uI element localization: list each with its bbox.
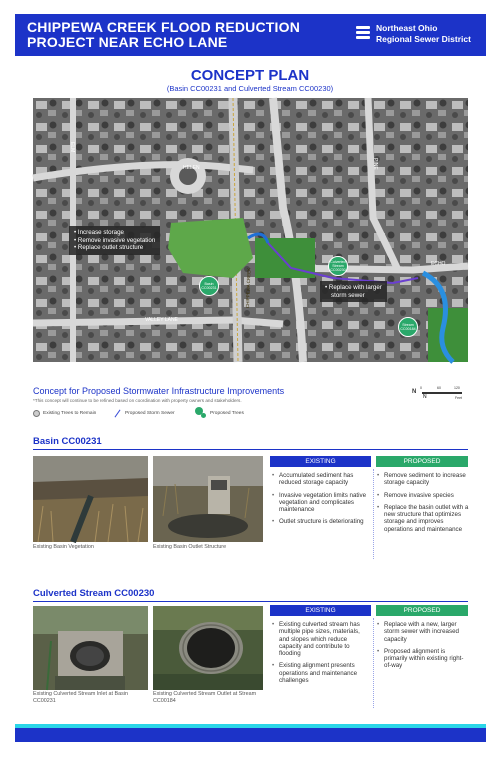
basin-photo2-caption: Existing Basin Outlet Structure <box>153 544 227 550</box>
proposed-trees-icon <box>201 413 206 418</box>
stream-photo1-caption: Existing Culverted Stream Inlet at Basin CC00231 <box>33 691 128 704</box>
storm-sewer-icon <box>115 410 121 418</box>
basin-existing-item: • Accumulated sediment has reduced storage capacity <box>272 472 371 487</box>
basin-proposed-item: • Remove invasive species <box>377 492 470 499</box>
map-caption: Concept for Proposed Stormwater Infrastructure Improvements <box>33 386 285 396</box>
basin-proposed-list <box>377 472 470 538</box>
map-note: *This concept will continue to be refined based on coordination with property owners and stakeholders. <box>33 398 242 403</box>
concept-plan-title: CONCEPT PLAN <box>190 67 310 84</box>
concept-plan-subtitle: (Basin CC00231 and Culverted Stream CC00230) <box>166 84 334 93</box>
stream-inlet-photo <box>33 606 148 690</box>
footer-bar <box>15 728 486 742</box>
basin-callout-item: • Remove invasive vegetation <box>74 236 156 244</box>
stream-marker: Stream CC00184 <box>398 317 418 337</box>
stream-photo2-caption: Existing Culverted Stream Outlet at Stream CC00184 <box>153 691 257 704</box>
title-line-2: PROJECT NEAR ECHO LANE <box>27 34 228 50</box>
org-line-1: Northeast Ohio <box>376 23 438 33</box>
stream-rule <box>33 601 468 602</box>
basin-existing-item: • Invasive vegetation limits native vegetation and complicates maintenance <box>272 492 371 514</box>
scale-label: 0 <box>420 386 422 390</box>
street-label-elm: ELM <box>69 142 75 153</box>
logo-text <box>376 23 471 45</box>
stream-existing-list <box>272 621 371 689</box>
legend-proposed-trees: Proposed Trees <box>210 411 244 416</box>
stream-proposed-item: • Replace with a new, larger storm sewer with increased capacity <box>377 621 470 643</box>
stream-proposed-item: • Proposed alignment is primarily within existing right-of-way <box>377 648 470 670</box>
basin-heading: Basin CC00231 <box>33 436 102 447</box>
culverted-stream-marker: Culverted Stream CC00230 <box>328 256 348 276</box>
neorsd-logo <box>356 23 476 49</box>
basin-outlet-image <box>153 456 263 542</box>
basin-existing-header: EXISTING <box>270 456 371 467</box>
scale-label: Feet <box>455 396 463 400</box>
basin-vegetation-image <box>33 456 148 542</box>
legend-storm-sewer: Proposed Storm Sewer <box>125 411 175 416</box>
street-label-pine: PINE <box>372 158 378 170</box>
basin-column-divider <box>373 469 374 559</box>
basin-proposed-item: • Replace the basin outlet with a new structure that optimizes storage and improves operations and maintenance <box>377 504 470 533</box>
basin-photo1-caption: Existing Basin Vegetation <box>33 544 94 550</box>
stream-column-divider <box>373 618 374 708</box>
stream-heading: Culverted Stream CC00230 <box>33 588 155 599</box>
sewer-callout-item: storm sewer <box>331 291 365 299</box>
basin-marker: Basin CC00231 <box>199 276 219 296</box>
legend-existing-trees: Existing Trees to Remain <box>43 411 97 416</box>
scale-label: 60 <box>437 386 441 390</box>
stream-proposed-header: PROPOSED <box>376 605 468 616</box>
street-label-valley-lane: VALLEY LANE <box>145 317 178 323</box>
page-title <box>27 20 300 50</box>
scale-bar <box>422 392 462 394</box>
stream-inlet-image <box>33 606 148 690</box>
street-label-helen: HELEN <box>183 165 200 171</box>
basin-existing-list <box>272 472 371 531</box>
existing-trees-icon <box>33 410 40 417</box>
basin-vegetation-photo <box>33 456 148 542</box>
basin-outlet-photo <box>153 456 263 542</box>
street-label-creek: CHIPPEWA CREEK <box>245 267 252 309</box>
basin-proposed-header: PROPOSED <box>376 456 468 467</box>
basin-callout-item: • Replace outlet structure <box>74 244 144 252</box>
basin-rule <box>33 449 468 450</box>
svg-text:N: N <box>423 394 427 400</box>
north-arrow-icon: N <box>412 389 417 395</box>
logo-waves-icon <box>356 26 370 42</box>
sewer-callout-item: • Replace with larger <box>325 284 382 291</box>
basin-callout <box>69 226 160 255</box>
scale-label: 120 <box>454 386 460 390</box>
org-line-2: Regional Sewer District <box>376 34 471 44</box>
stream-existing-header: EXISTING <box>270 605 371 616</box>
street-label-echo: ECHO <box>431 261 446 267</box>
stream-existing-item: • Existing culverted stream has multiple pipe sizes, materials, and slopes which reduce capacity and contribute to flooding <box>272 621 371 657</box>
stream-outlet-image <box>153 606 263 690</box>
sewer-callout <box>320 281 387 302</box>
basin-callout-item: • Increase storage <box>74 229 124 236</box>
title-line-1: CHIPPEWA CREEK FLOOD REDUCTION <box>27 19 301 35</box>
stream-outlet-photo <box>153 606 263 690</box>
basin-proposed-item: • Remove sediment to increase storage capacity <box>377 472 470 487</box>
stream-existing-item: • Existing alignment presents operations and maintenance challenges <box>272 662 371 684</box>
map-legend <box>33 408 333 422</box>
basin-existing-item: • Outlet structure is deteriorating <box>272 518 371 525</box>
header-banner <box>15 14 486 56</box>
stream-proposed-list <box>377 621 470 675</box>
